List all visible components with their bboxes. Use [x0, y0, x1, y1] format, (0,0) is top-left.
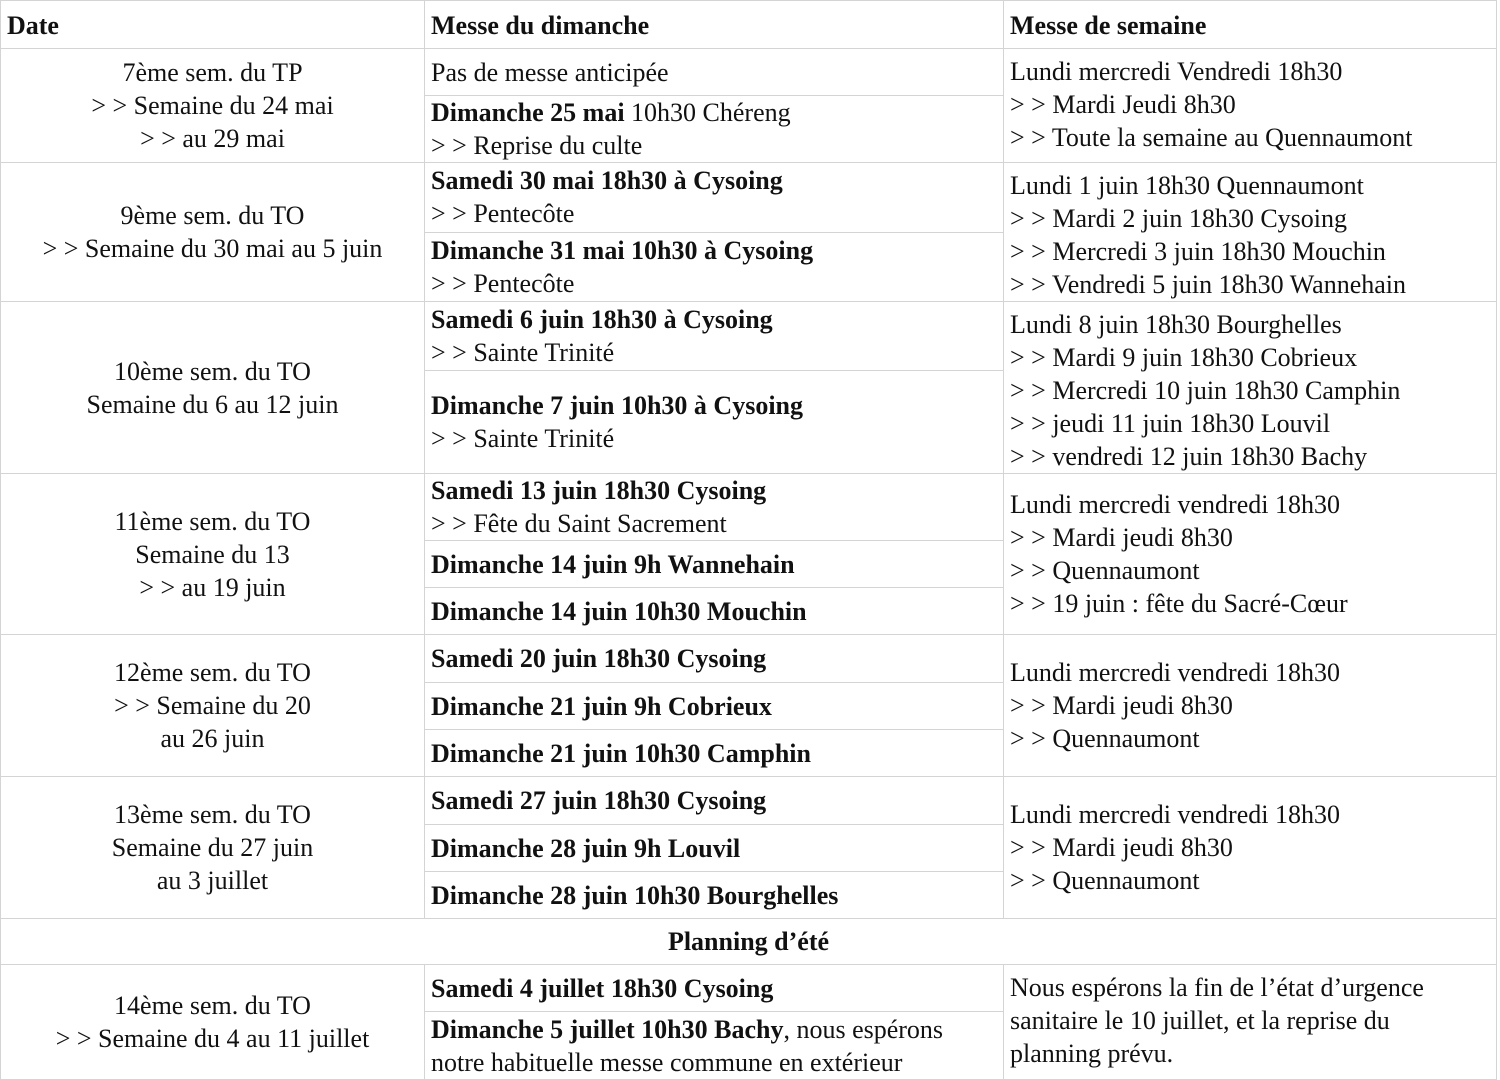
mass-text: Pas de messe anticipée — [431, 57, 669, 87]
mass-line — [431, 96, 997, 129]
mass-line — [431, 1013, 997, 1046]
sunday-mass-cell — [425, 163, 1004, 233]
mass-line — [431, 129, 997, 162]
sunday-mass-cell — [425, 371, 1004, 474]
date-cell — [1, 302, 425, 474]
date-line: au 3 juillet — [156, 866, 269, 895]
mass-text: > > Fête du Saint Sacrement — [431, 509, 727, 538]
sunday-mass-cell — [425, 777, 1004, 825]
date-line: > > au 19 juin — [139, 572, 286, 602]
date-line: Semaine du 13 — [135, 539, 290, 569]
mass-text: > > Reprise du culte — [431, 131, 643, 160]
sunday-mass-cell — [425, 541, 1004, 588]
header-weekday-mass: Messe de semaine — [1004, 1, 1497, 49]
sunday-mass-cell — [425, 872, 1004, 919]
date-line: > > Semaine du 24 mai — [91, 91, 334, 120]
mass-title: Samedi 20 juin 18h30 Cysoing — [431, 644, 767, 673]
weekday-line: > > Mardi jeudi 8h30 — [1010, 833, 1233, 862]
weekday-line: > > Vendredi 5 juin 18h30 Wannehain — [1010, 270, 1406, 299]
date-line: > > Semaine du 4 au 11 juillet — [55, 1024, 370, 1053]
date-line: 13ème sem. du TO — [114, 800, 311, 829]
mass-text: , nous espérons — [783, 1014, 944, 1044]
table-row — [1, 474, 1497, 541]
date-line: 12ème sem. du TO — [114, 658, 311, 687]
date-cell — [1, 474, 425, 635]
table-row — [1, 163, 1497, 233]
date-cell — [1, 163, 425, 302]
date-line: Semaine du 6 au 12 juin — [86, 389, 339, 419]
mass-text: notre habituelle messe commune en extérieur — [431, 1047, 903, 1077]
table-row — [1, 302, 1497, 371]
weekday-line: Lundi mercredi vendredi 18h30 — [1010, 800, 1340, 829]
date-line: 14ème sem. du TO — [114, 991, 311, 1020]
date-cell — [1, 777, 425, 919]
date-line: > > au 29 mai — [140, 124, 285, 153]
mass-title: Samedi 4 juillet 18h30 Cysoing — [431, 973, 774, 1003]
sunday-mass-cell — [425, 474, 1004, 541]
weekday-mass-cell — [1004, 49, 1497, 163]
mass-title: Dimanche 25 mai — [431, 98, 625, 127]
weekday-mass-cell — [1004, 474, 1497, 635]
sunday-mass-cell — [425, 730, 1004, 777]
header-date: Date — [1, 1, 425, 49]
weekday-line: Lundi mercredi vendredi 18h30 — [1010, 658, 1340, 687]
weekday-line: > > Mardi 2 juin 18h30 Cysoing — [1010, 204, 1347, 233]
sunday-mass-cell — [425, 965, 1004, 1012]
mass-title: Samedi 13 juin 18h30 Cysoing — [431, 476, 767, 505]
mass-line — [431, 56, 997, 89]
weekday-line: > > Toute la semaine au Quennaumont — [1010, 123, 1413, 152]
section-title: Planning d’été — [1, 919, 1497, 965]
sunday-mass-cell — [425, 635, 1004, 683]
table-row — [1, 965, 1497, 1012]
table-row — [1, 635, 1497, 683]
sunday-mass-cell — [425, 302, 1004, 371]
mass-title: Dimanche 31 mai 10h30 à Cysoing — [431, 235, 814, 265]
weekday-line: Lundi mercredi vendredi 18h30 — [1010, 490, 1340, 519]
mass-text: 10h30 Chéreng — [624, 98, 791, 127]
mass-text: > > Pentecôte — [431, 199, 575, 229]
weekday-line: > > Quennaumont — [1010, 556, 1200, 585]
weekday-line: > > Quennaumont — [1010, 724, 1200, 753]
weekday-line: > > 19 juin : fête du Sacré-Cœur — [1010, 589, 1348, 618]
date-line: 11ème sem. du TO — [114, 506, 311, 536]
mass-title: Dimanche 7 juin 10h30 à Cysoing — [431, 391, 803, 421]
mass-title: Samedi 6 juin 18h30 à Cysoing — [431, 305, 773, 335]
date-cell — [1, 965, 425, 1080]
weekday-line: Lundi mercredi Vendredi 18h30 — [1010, 57, 1343, 86]
date-line: au 26 juin — [160, 724, 265, 753]
mass-text: > > Sainte Trinité — [431, 424, 615, 454]
weekday-mass-cell — [1004, 965, 1497, 1080]
weekday-line: > > Mercredi 10 juin 18h30 Camphin — [1010, 376, 1401, 405]
mass-title: Dimanche 21 juin 10h30 Camphin — [431, 738, 811, 768]
weekday-line: sanitaire le 10 juillet, et la reprise du — [1010, 1006, 1390, 1035]
weekday-line: Nous espérons la fin de l’état d’urgence — [1010, 973, 1424, 1002]
sunday-mass-cell — [425, 683, 1004, 730]
weekday-mass-cell — [1004, 777, 1497, 919]
date-cell — [1, 635, 425, 777]
sunday-mass-cell — [425, 825, 1004, 872]
date-line: 7ème sem. du TP — [122, 58, 303, 87]
mass-text: > > Sainte Trinité — [431, 338, 615, 368]
weekday-mass-cell — [1004, 163, 1497, 302]
mass-title: Dimanche 14 juin 9h Wannehain — [431, 549, 795, 579]
sunday-mass-cell — [425, 96, 1004, 163]
weekday-line: Lundi 8 juin 18h30 Bourghelles — [1010, 310, 1342, 339]
weekday-line: > > Quennaumont — [1010, 866, 1200, 895]
weekday-line: > > Mercredi 3 juin 18h30 Mouchin — [1010, 237, 1386, 266]
weekday-mass-cell — [1004, 635, 1497, 777]
weekday-mass-cell — [1004, 302, 1497, 474]
table-row — [1, 49, 1497, 96]
sunday-mass-cell — [425, 49, 1004, 96]
sunday-mass-cell — [425, 588, 1004, 635]
sunday-mass-cell — [425, 1012, 1004, 1080]
mass-title: Dimanche 14 juin 10h30 Mouchin — [431, 596, 807, 626]
weekday-line: > > Mardi jeudi 8h30 — [1010, 691, 1233, 720]
table-row — [1, 777, 1497, 825]
date-line: 10ème sem. du TO — [114, 356, 311, 386]
mass-title: Dimanche 28 juin 9h Louvil — [431, 833, 741, 863]
mass-title: Samedi 30 mai 18h30 à Cysoing — [431, 166, 783, 196]
date-cell — [1, 49, 425, 163]
mass-text: > > Pentecôte — [431, 268, 575, 298]
mass-title: Dimanche 28 juin 10h30 Bourghelles — [431, 880, 839, 910]
weekday-line: > > Mardi jeudi 8h30 — [1010, 523, 1233, 552]
date-line: > > Semaine du 30 mai au 5 juin — [42, 234, 383, 263]
header-row — [1, 1, 1497, 49]
weekday-line: > > vendredi 12 juin 18h30 Bachy — [1010, 442, 1368, 471]
date-line: Semaine du 27 juin — [111, 833, 314, 862]
mass-title: Dimanche 5 juillet 10h30 Bachy — [431, 1014, 784, 1044]
weekday-line: Lundi 1 juin 18h30 Quennaumont — [1010, 171, 1364, 200]
weekday-line: planning prévu. — [1010, 1039, 1174, 1068]
date-line: > > Semaine du 20 — [114, 691, 311, 720]
date-line: 9ème sem. du TO — [120, 201, 305, 230]
header-sunday-mass: Messe du dimanche — [425, 1, 1004, 49]
section-row — [1, 919, 1497, 965]
weekday-line: > > jeudi 11 juin 18h30 Louvil — [1010, 409, 1331, 438]
mass-title: Samedi 27 juin 18h30 Cysoing — [431, 786, 767, 815]
weekday-line: > > Mardi Jeudi 8h30 — [1010, 90, 1236, 119]
weekday-line: > > Mardi 9 juin 18h30 Cobrieux — [1010, 343, 1358, 372]
sunday-mass-cell — [425, 232, 1004, 302]
mass-title: Dimanche 21 juin 9h Cobrieux — [431, 691, 772, 721]
